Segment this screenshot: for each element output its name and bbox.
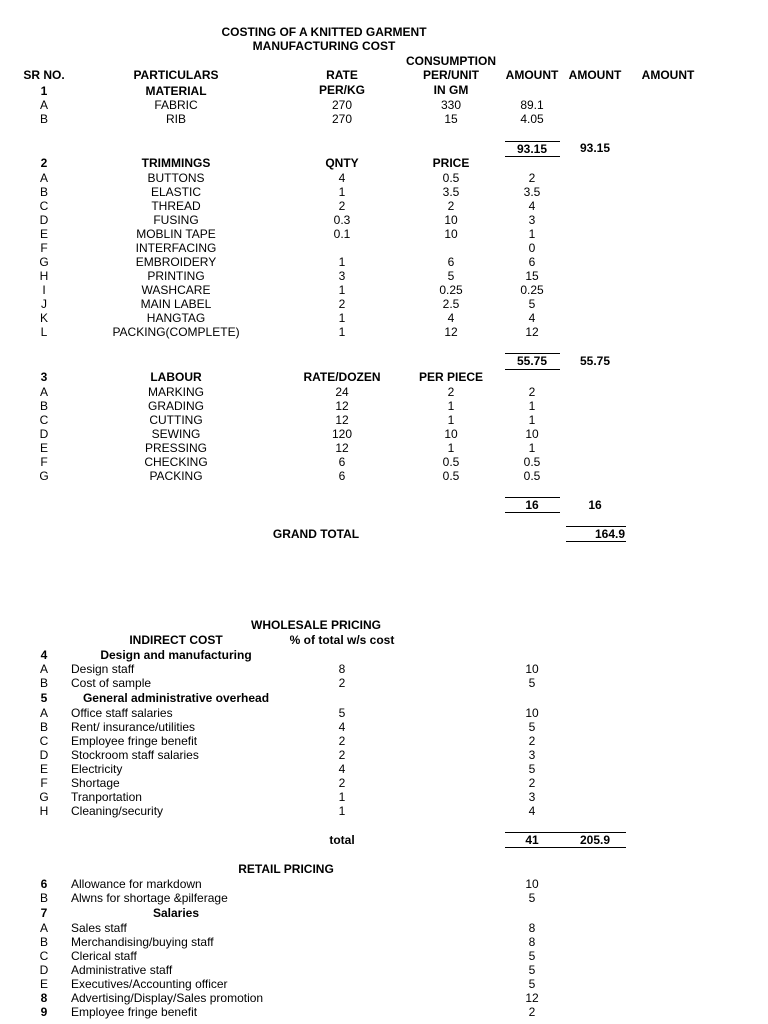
amount-value: 5 [528,762,536,776]
header-rate: RATE [326,68,358,82]
percent-value: 2 [338,734,346,748]
amount-value: 4 [528,199,536,213]
qty-value: 0.3 [333,213,351,227]
amount-value: 0 [528,241,536,255]
amount-value: 4 [528,804,536,818]
cost-item-name: Clerical staff [71,949,137,963]
row-letter: A [39,706,49,720]
material-subtotal: 93.15 [516,142,548,156]
retail-title: RETAIL PRICING [238,862,334,876]
particular-name: MAIN LABEL [140,297,212,311]
header-consumption-unit: PER/UNIT [422,68,480,82]
amount-value: 3.5 [523,185,541,199]
row-letter: G [39,790,49,804]
header-particulars: PARTICULARS [133,68,219,82]
row-letter: E [39,441,49,455]
amount-value: 5 [528,676,536,690]
row-letter: D [39,748,49,762]
percent-value: 5 [338,706,346,720]
header-amount-2: AMOUNT [568,68,622,82]
particular-name: MARKING [147,385,205,399]
rate-dozen-value: 6 [338,455,346,469]
title-line-2: MANUFACTURING COST [252,39,396,53]
qty-value: 2 [338,199,346,213]
labour-rate-header: RATE/DOZEN [303,370,381,384]
percent-value: 1 [338,804,346,818]
amount-value: 5 [528,720,536,734]
qty-value: 2 [338,297,346,311]
rate-dozen-value: 12 [335,441,349,455]
particular-name: PRESSING [144,441,208,455]
cost-item-name: Sales staff [71,921,127,935]
per-piece-value: 0.5 [442,455,460,469]
row-letter: E [39,762,49,776]
section-number-trimmings: 2 [40,156,48,170]
particular-name: PACKING [149,469,203,483]
percent-header: % of total w/s cost [289,633,395,647]
material-subtotal-underline [505,156,560,157]
row-letter: G [39,255,49,269]
amount-value: 5 [528,891,536,905]
amount-value: 1 [528,227,536,241]
particular-name: ELASTIC [150,185,202,199]
rate-dozen-value: 24 [335,385,349,399]
labour-subtotal: 16 [525,498,539,512]
amount-value: 12 [525,991,539,1005]
grand-total-label: GRAND TOTAL [272,527,360,541]
rate-dozen-value: 6 [338,469,346,483]
trimmings-subtotal-underline [505,369,560,370]
wholesale-title: WHOLESALE PRICING [250,618,382,632]
particular-name: SEWING [151,427,201,441]
header-amount-3: AMOUNT [641,68,695,82]
amount-value: 0.5 [523,455,541,469]
amount-value: 1 [528,441,536,455]
percent-value: 4 [338,762,346,776]
amount-value: 10 [525,877,539,891]
particular-name: CUTTING [149,413,203,427]
row-letter: B [39,676,49,690]
price-value: 3.5 [442,185,460,199]
amount-value: 5 [528,949,536,963]
trimmings-total: 55.75 [579,354,611,368]
particular-name: INTERFACING [135,241,217,255]
material-total: 93.15 [579,141,611,155]
row-letter: A [39,385,49,399]
particular-name: RIB [165,112,187,126]
amount-value: 3 [528,213,536,227]
particular-name: PACKING(COMPLETE) [112,325,240,339]
price-value: 0.5 [442,171,460,185]
row-letter: 8 [40,991,48,1005]
qty-value: 3 [338,269,346,283]
amount-value: 5 [528,963,536,977]
row-letter: F [40,241,48,255]
particular-name: WASHCARE [141,283,211,297]
price-value: 10 [444,213,458,227]
per-piece-value: 1 [447,441,455,455]
cost-item-name: Shortage [71,776,120,790]
row-letter: C [39,199,49,213]
row-letter: D [39,427,49,441]
header-amount-1: AMOUNT [505,68,559,82]
price-value: 0.25 [439,283,463,297]
amount-value: 0.5 [523,469,541,483]
qty-value: 1 [338,325,346,339]
labour-subtotal-underline [505,512,560,513]
particular-name: BUTTONS [147,171,205,185]
indirect-cost-label: INDIRECT COST [129,633,223,647]
cost-item-name: Employee fringe benefit [71,1005,198,1019]
row-letter: A [39,662,49,676]
particular-name: HANGTAG [146,311,206,325]
row-letter: C [39,734,49,748]
rate-dozen-value: 12 [335,413,349,427]
trimmings-subtotal: 55.75 [516,354,548,368]
amount-value: 3 [528,790,536,804]
cost-item-name: Alwns for shortage &pilferage [71,891,228,905]
row-letter: F [40,455,48,469]
section-number-material: 1 [40,84,48,98]
price-value: 10 [444,227,458,241]
row-letter: G [39,469,49,483]
header-consumption: CONSUMPTION [406,54,496,68]
row-letter: B [39,185,49,199]
consumption-value: 15 [444,112,458,126]
amount-value: 0.25 [520,283,544,297]
amount-value: 2 [528,385,536,399]
cost-item-name: Rent/ insurance/utilities [71,720,196,734]
row-letter: C [39,949,49,963]
price-value: 6 [447,255,455,269]
trimmings-qty-header: QNTY [325,156,359,170]
amount-value: 8 [528,935,536,949]
row-letter: J [41,297,47,311]
row-letter: H [39,804,49,818]
price-value: 2 [447,199,455,213]
row-letter: 6 [40,877,48,891]
particular-name: THREAD [151,199,201,213]
percent-value: 2 [338,676,346,690]
percent-value: 2 [338,748,346,762]
qty-value: 1 [338,255,346,269]
per-piece-value: 2 [447,385,455,399]
particular-name: GRADING [147,399,205,413]
cost-item-name: Electricity [71,762,123,776]
amount-value: 15 [525,269,539,283]
row-letter: B [39,399,49,413]
row-letter: L [40,325,48,339]
cost-item-name: Office staff salaries [71,706,173,720]
row-letter: A [39,921,49,935]
cost-item-name: Merchandising/buying staff [71,935,214,949]
wholesale-total-value: 205.9 [579,833,611,847]
row-letter: D [39,213,49,227]
rate-dozen-value: 120 [331,427,353,441]
row-letter: B [39,891,49,905]
percent-value: 8 [338,662,346,676]
row-letter: B [39,935,49,949]
amount-value: 1 [528,413,536,427]
wholesale-total-pct: 41 [525,833,539,847]
cost-item-name: Executives/Accounting officer [71,977,228,991]
section-title-salaries: Salaries [152,906,200,920]
qty-value: 1 [338,185,346,199]
row-letter: C [39,413,49,427]
cost-item-name: Stockroom staff salaries [71,748,199,762]
amount-value: 8 [528,921,536,935]
section-title-material: MATERIAL [145,84,207,98]
per-piece-value: 1 [447,399,455,413]
qty-value: 0.1 [333,227,351,241]
rate-value: 270 [331,112,353,126]
particular-name: CHECKING [144,455,208,469]
amount-value: 10 [525,662,539,676]
wholesale-total-label: total [329,833,355,847]
row-letter: I [42,283,46,297]
particular-name: EMBROIDERY [135,255,217,269]
header-sr-no: SR NO. [23,68,65,82]
labour-total: 16 [588,498,602,512]
cost-item-name: Design staff [71,662,135,676]
section-number-labour: 3 [40,370,48,384]
cost-item-name: Tranportation [71,790,142,804]
amount-value: 6 [528,255,536,269]
price-value: 12 [444,325,458,339]
trimmings-price-header: PRICE [432,156,470,170]
price-value: 2.5 [442,297,460,311]
per-piece-value: 0.5 [442,469,460,483]
consumption-value: 330 [440,98,462,112]
cost-item-name: Employee fringe benefit [71,734,198,748]
price-value: 4 [447,311,455,325]
price-value: 5 [447,269,455,283]
row-letter: F [40,776,48,790]
cost-item-name: Cleaning/security [71,804,164,818]
section-title-design: Design and manufacturing [100,648,252,662]
row-letter: H [39,269,49,283]
amount-value: 89.1 [520,98,544,112]
particular-name: FABRIC [154,98,198,112]
row-letter: K [39,311,49,325]
title-line-1: COSTING OF A KNITTED GARMENT [221,25,427,39]
section-title-labour: LABOUR [150,370,202,384]
cost-item-name: Cost of sample [71,676,152,690]
particular-name: FUSING [153,213,199,227]
amount-value: 2 [528,1005,536,1019]
section-number-admin: 5 [40,691,48,705]
amount-value: 5 [528,297,536,311]
cost-item-name: Advertising/Display/Sales promotion [71,991,264,1005]
row-letter: D [39,963,49,977]
grand-total-value: 164.9 [594,527,625,541]
percent-value: 2 [338,776,346,790]
rate-value: 270 [331,98,353,112]
section-number-design: 4 [40,648,48,662]
row-letter: B [39,112,49,126]
row-letter: A [39,171,49,185]
cost-item-name: Administrative staff [71,963,173,977]
amount-value: 10 [525,427,539,441]
qty-value: 4 [338,171,346,185]
particular-name: PRINTING [147,269,205,283]
header-consumption-gm: IN GM [433,83,469,97]
header-rate-unit: PER/KG [318,83,366,97]
amount-value: 4 [528,311,536,325]
row-letter: B [39,720,49,734]
row-letter: 9 [40,1005,48,1019]
amount-value: 5 [528,977,536,991]
per-piece-value: 10 [444,427,458,441]
amount-value: 2 [528,776,536,790]
qty-value: 1 [338,311,346,325]
amount-value: 4.05 [520,112,544,126]
qty-value: 1 [338,283,346,297]
amount-value: 12 [525,325,539,339]
row-letter: E [39,977,49,991]
wholesale-total-underline [505,847,626,848]
row-letter: E [39,227,49,241]
percent-value: 1 [338,790,346,804]
amount-value: 10 [525,706,539,720]
per-piece-value: 1 [447,413,455,427]
rate-dozen-value: 12 [335,399,349,413]
particular-name: MOBLIN TAPE [136,227,216,241]
amount-value: 2 [528,734,536,748]
section-title-admin: General administrative overhead [82,691,270,705]
cost-item-name: Allowance for markdown [71,877,202,891]
section-number-salaries: 7 [40,906,48,920]
grand-total-underline [566,541,626,542]
amount-value: 2 [528,171,536,185]
percent-value: 4 [338,720,346,734]
section-title-trimmings: TRIMMINGS [141,156,211,170]
row-letter: A [39,98,49,112]
amount-value: 3 [528,748,536,762]
labour-piece-header: PER PIECE [418,370,484,384]
amount-value: 1 [528,399,536,413]
